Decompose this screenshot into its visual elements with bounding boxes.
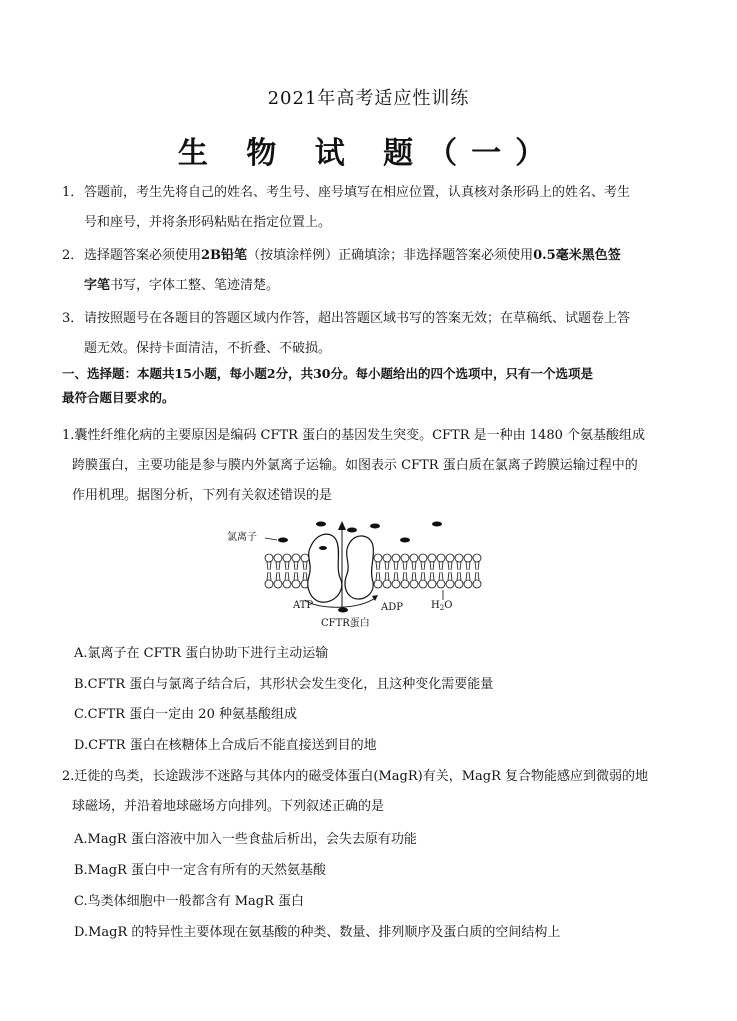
question-text: 2.迁徙的鸟类，长途跋涉不迷路与其体内的磁受体蛋白(MagR)有关，MagR 复合物能感应到微弱的地	[62, 769, 649, 784]
q2-option-d[interactable]: D.MagR 的特异性主要体现在氨基酸的种类、数量、排列顺序及蛋白质的空间结构上	[74, 925, 561, 940]
cftr-membrane-diagram	[225, 518, 495, 630]
label-h2o: $H_2O$	[431, 600, 453, 612]
exam-subtitle: 2021年高考适应性训练	[267, 88, 470, 109]
q1-option-c[interactable]: C.CFTR 蛋白一定由 20 种氨基酸组成	[74, 707, 297, 722]
instruction-text: 答题前，考生先将自己的姓名、考生号、座号填写在相应位置，认真核对条形码上的姓名、考生	[84, 185, 631, 200]
section-heading-line: 最符合题目要求的。	[62, 390, 175, 405]
instruction-number: 3．	[62, 311, 84, 326]
instruction-text: 号和座号，并将条形码粘贴在指定位置上。	[84, 215, 332, 230]
q1-option-b[interactable]: B.CFTR 蛋白与氯离子结合后，其形状会发生变化，且这种变化需要能量	[74, 677, 494, 692]
q1-option-a[interactable]: A.氯离子在 CFTR 蛋白协助下进行主动运输	[74, 646, 329, 661]
question-2-stem	[62, 762, 677, 822]
instruction-1	[62, 178, 677, 238]
instruction-text: 选择题答案必须使用	[84, 248, 202, 263]
cftr-protein	[345, 536, 373, 599]
instruction-number: 2．	[62, 248, 84, 263]
question-text: 球磁场，并沿着地球磁场方向排列。下列叙述正确的是	[72, 799, 385, 814]
section-heading-line: 一、选择题：本题共15小题，每小题2分，共30分。每小题给出的四个选项中，只有一个选项是	[62, 366, 593, 381]
q2-option-a[interactable]: A.MagR 蛋白溶液中加入一些食盐后析出，会失去原有功能	[74, 832, 417, 847]
instruction-text: 书写，字体工整、笔迹清楚。	[110, 278, 280, 293]
instruction-emphasis: 字笔	[84, 278, 111, 293]
exam-title: 生 物 试 题（一）	[177, 136, 560, 171]
cftr-protein	[308, 534, 342, 602]
question-text: 作用机理。据图分析，下列有关叙述错误的是	[72, 488, 333, 503]
label-chloride: 氯离子	[227, 532, 257, 543]
instruction-emphasis: 2B铅笔	[201, 248, 248, 263]
q1-option-d[interactable]: D.CFTR 蛋白在核糖体上合成后不能直接送到目的地	[74, 738, 377, 753]
label-cftr-protein: CFTR蛋白	[321, 618, 370, 629]
q2-option-b[interactable]: B.MagR 蛋白中一定含有所有的天然氨基酸	[74, 863, 326, 878]
question-1-stem	[62, 421, 677, 511]
instruction-emphasis: 0.5毫米黑色签	[533, 248, 621, 263]
label-adp: ADP	[381, 602, 403, 613]
instruction-text: （按填涂样例）正确填涂；非选择题答案必须使用	[247, 248, 534, 263]
label-atp: ATP	[293, 600, 314, 611]
instruction-2	[62, 241, 677, 301]
instruction-number: 1．	[62, 185, 84, 200]
question-text: 跨膜蛋白，主要功能是参与膜内外氯离子运输。如图表示 CFTR 蛋白质在氯离子跨膜运输过程中的	[72, 458, 638, 473]
question-text: 1.囊性纤维化病的主要原因是编码 CFTR 蛋白的基因发生突变。CFTR 是一种由 1480 个氨基酸组成	[62, 428, 646, 443]
section-heading	[62, 362, 677, 410]
instruction-text: 请按照题号在各题目的答题区域内作答，超出答题区域书写的答案无效；在草稿纸、试题卷上答	[84, 311, 631, 326]
instruction-text: 题无效。保持卡面清洁，不折叠、不破损。	[84, 341, 332, 356]
q2-option-c[interactable]: C.鸟类体细胞中一般都含有 MagR 蛋白	[74, 894, 305, 909]
instruction-3	[62, 304, 677, 364]
